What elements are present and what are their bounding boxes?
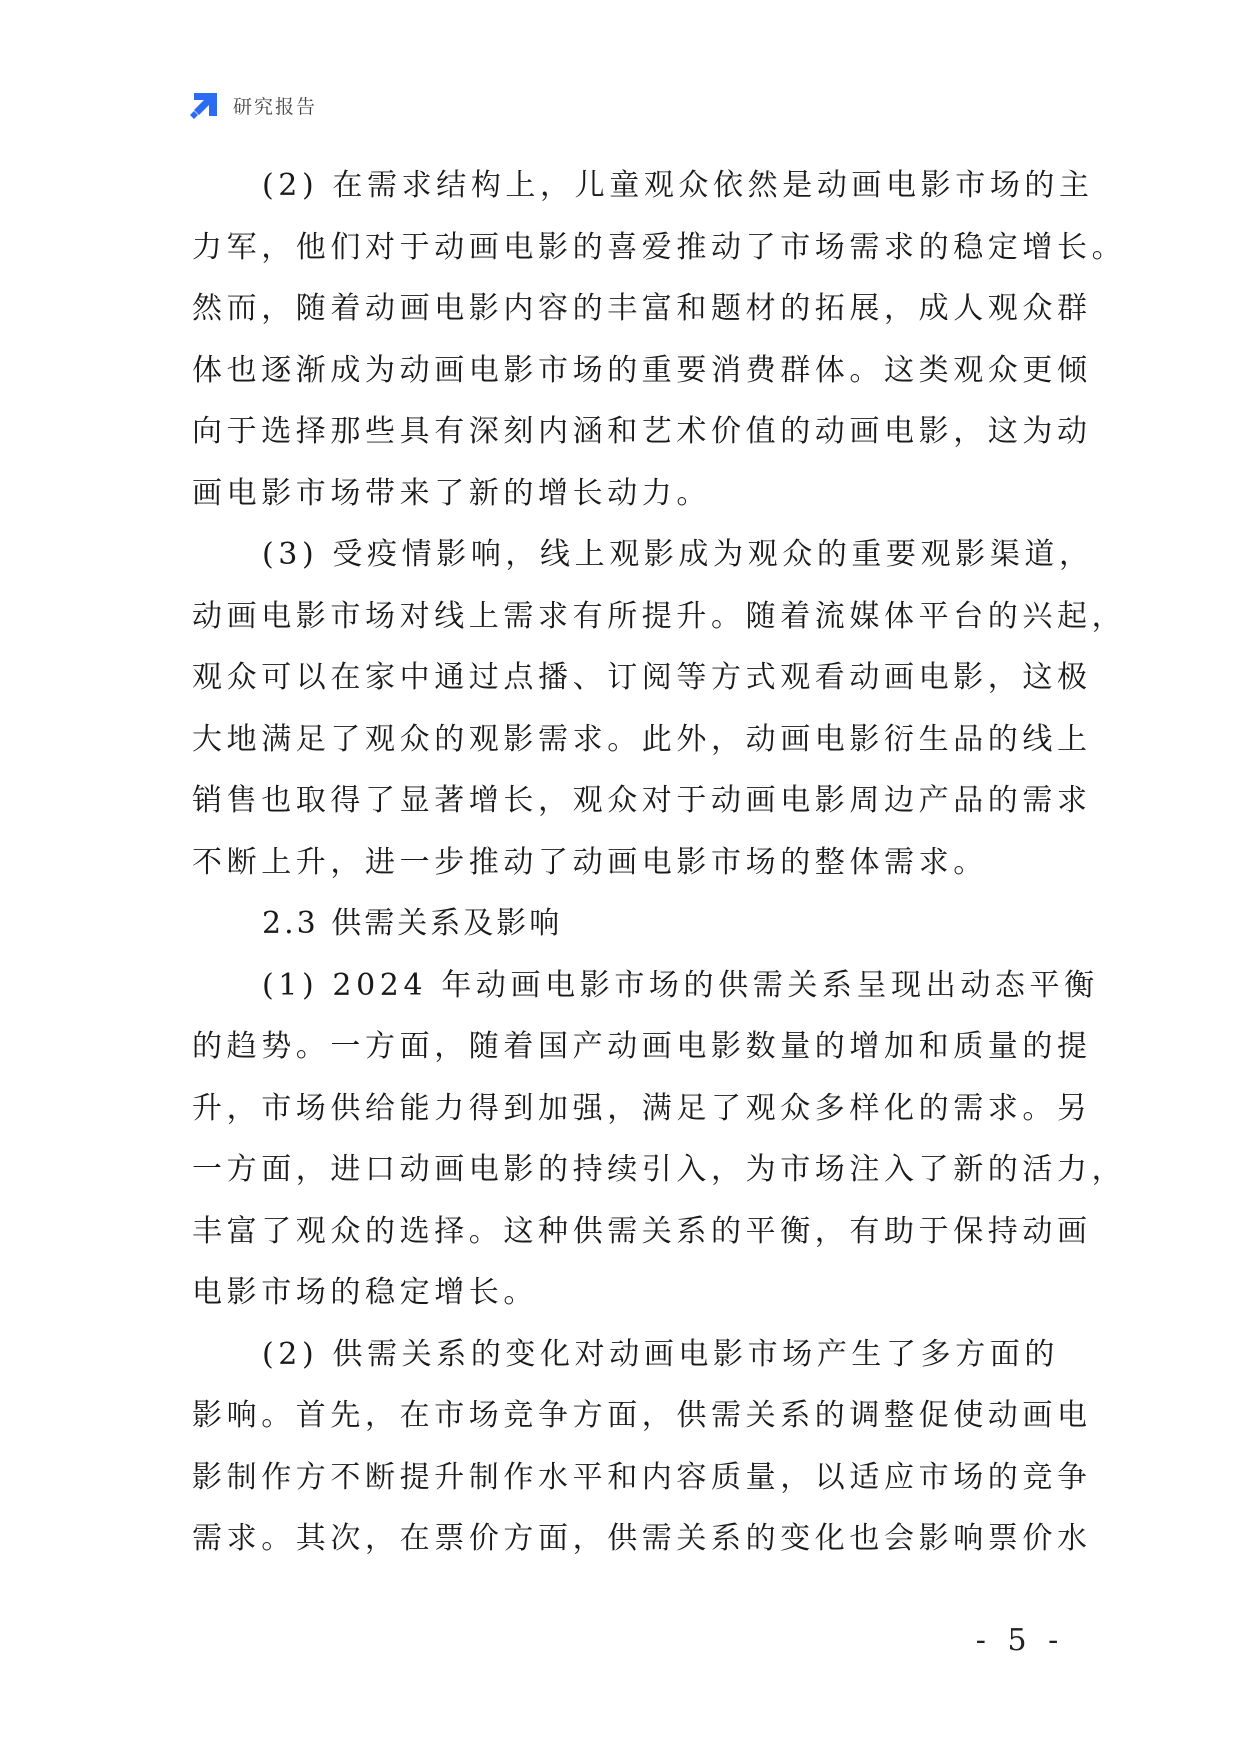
- paragraph-line: (2) 供需关系的变化对动画电影市场产生了多方面的: [262, 1336, 1060, 1372]
- paragraph-line: 向于选择那些具有深刻内涵和艺术价值的动画电影，这为动: [192, 414, 1092, 449]
- paragraph-line: 观众可以在家中通过点播、订阅等方式观看动画电影，这极: [192, 660, 1092, 695]
- header-title: 研究报告: [233, 95, 318, 118]
- paragraph-line: 需求。其次，在票价方面，供需关系的变化也会影响票价水: [192, 1521, 1092, 1556]
- report-header: [189, 88, 317, 122]
- paragraph-line: 升，市场供给能力得到加强，满足了观众多样化的需求。另: [192, 1090, 1092, 1126]
- paragraph-line: 的趋势。一方面，随着国产动画电影数量的增加和质量的提: [192, 1029, 1092, 1064]
- paragraph-line: (3) 受疫情影响，线上观影成为观众的重要观影渠道，: [262, 537, 1094, 572]
- paragraph-line: 影响。首先，在市场竞争方面，供需关系的调整促使动画电: [192, 1398, 1092, 1433]
- paragraph-line: 电影市场的稳定增长。: [192, 1275, 538, 1310]
- paragraph-line: (2) 在需求结构上，儿童观众依然是动画电影市场的主: [262, 168, 1094, 203]
- paragraph-line: 体也逐渐成为动画电影市场的重要消费群体。这类观众更倾: [192, 352, 1092, 388]
- paragraph-line: 一方面，进口动画电影的持续引入，为市场注入了新的活力，: [192, 1152, 1127, 1187]
- paragraph-line: 大地满足了观众的观影需求。此外，动画电影衍生品的线上: [192, 721, 1092, 757]
- paragraph-line: 销售也取得了显著增长，观众对于动画电影周边产品的需求: [192, 783, 1092, 818]
- paragraph-line: 影制作方不断提升制作水平和内容质量，以适应市场的竞争: [192, 1459, 1092, 1495]
- paragraph-line: 然而，随着动画电影内容的丰富和题材的拓展，成人观众群: [192, 291, 1092, 326]
- section-heading: 2.3 供需关系及影响: [262, 906, 563, 941]
- body-text: [192, 155, 1127, 1570]
- paragraph-line: 不断上升，进一步推动了动画电影市场的整体需求。: [192, 844, 988, 880]
- paragraph-line: 丰富了观众的选择。这种供需关系的平衡，有助于保持动画: [192, 1213, 1092, 1249]
- paragraph-line: (1) 2024 年动画电影市场的供需关系呈现出动态平衡: [262, 967, 1099, 1003]
- paragraph-line: 力军，他们对于动画电影的喜爱推动了市场需求的稳定增长。: [192, 229, 1127, 265]
- page-number: - 5 -: [975, 1623, 1065, 1658]
- paragraph-line: 画电影市场带来了新的增长动力。: [192, 475, 711, 511]
- paragraph-line: 动画电影市场对线上需求有所提升。随着流媒体平台的兴起，: [192, 598, 1127, 634]
- arrow-logo-icon: [189, 89, 221, 121]
